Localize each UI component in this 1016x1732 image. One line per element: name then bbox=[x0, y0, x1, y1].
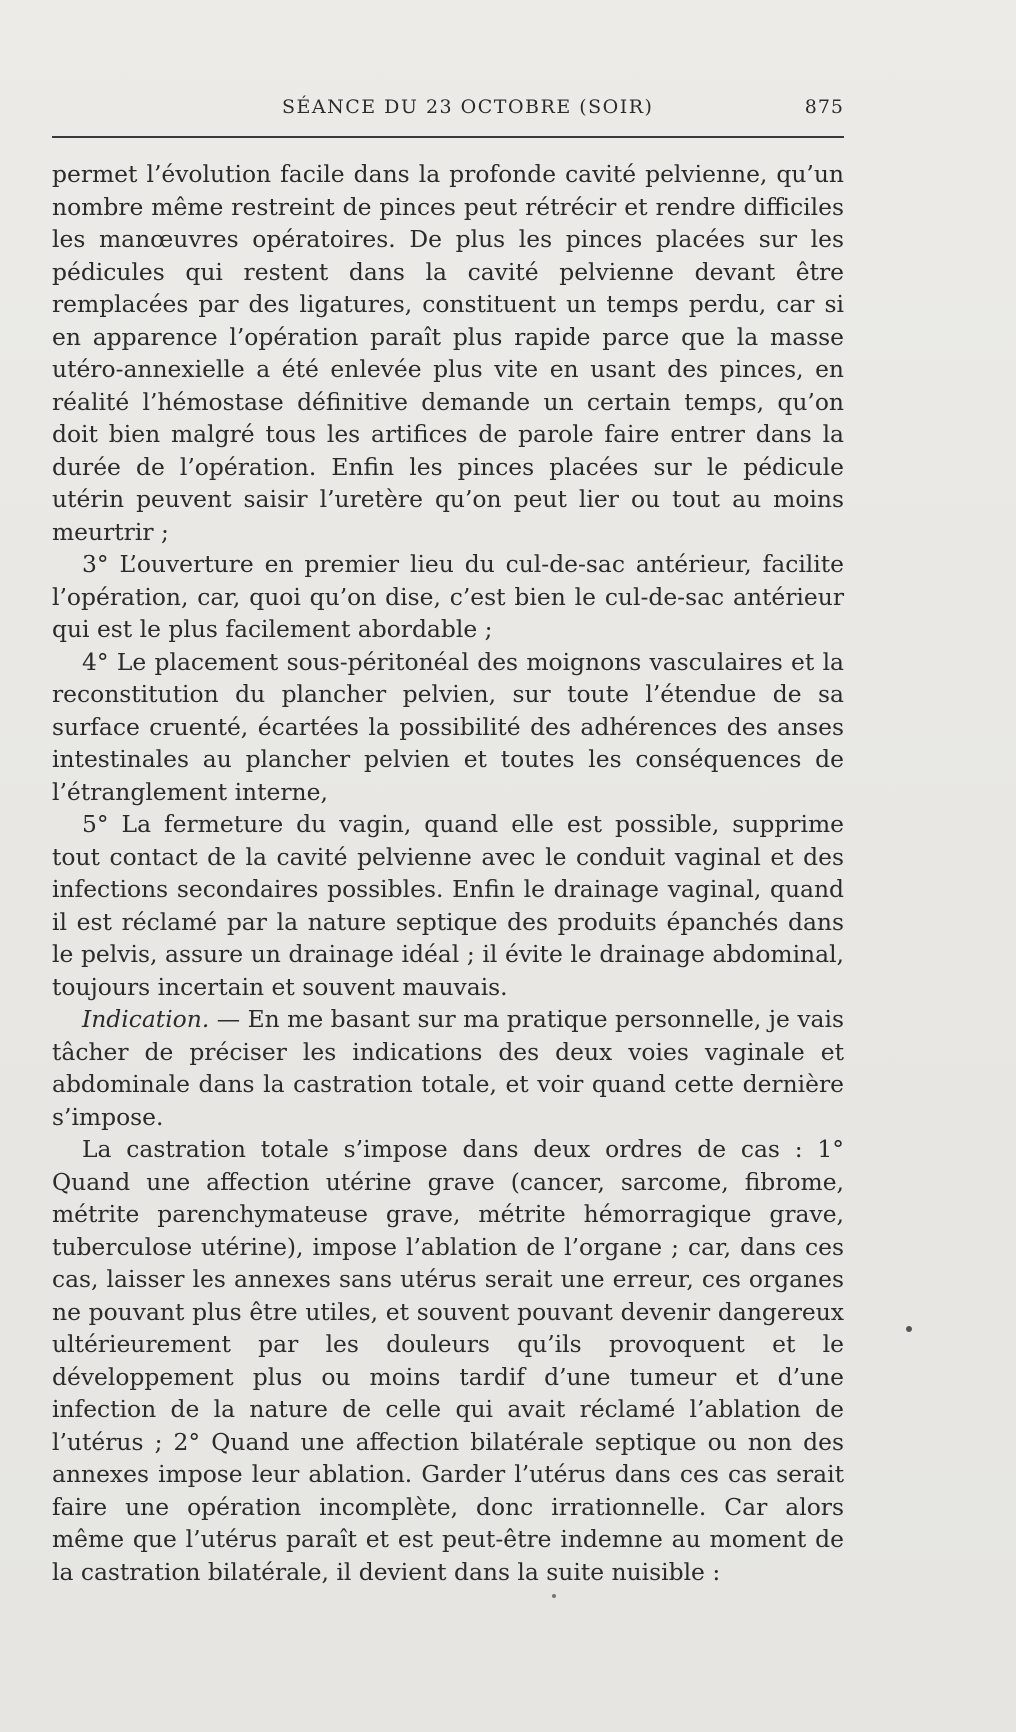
paragraph-2: 3° L’ouverture en premier lieu du cul-de-sac antérieur, facilite l’opération, car, quoi qu’on dise, c’est bien le cul-de-sac antérieur qui est le plus facilement abordable ; bbox=[52, 550, 844, 643]
paragraph-5 bbox=[52, 1003, 844, 1133]
paragraph-1: permet l’évolution facile dans la profonde cavité pelvienne, qu’un nombre même restreint de pinces peut rétrécir et rendre difficiles les manœuvres opératoires. De plus les pinces placées sur les pédicules qui restent dans la cavité pelvienne devant être remplacées par des ligatures, constituent un temps perdu, car si en apparence l’opération paraît plus rapide parce que la masse utéro-annexielle a été enlevée plus vite en usant des pinces, en réalité l’hémostase définitive demande un certain temps, qu’on doit bien malgré tous les artifices de parole faire entrer dans la durée de l’opération. Enfin les pinces placées sur le pédicule utérin peuvent saisir l’uretère qu’on peut lier ou tout au moins meurtrir ; bbox=[52, 160, 844, 546]
ink-speck bbox=[906, 1326, 912, 1332]
page-number: 875 bbox=[804, 96, 844, 118]
body-text bbox=[52, 158, 844, 1588]
page-header bbox=[52, 96, 844, 128]
paragraph-6: La castration totale s’impose dans deux ordres de cas : 1° Quand une affection utérine grave (cancer, sarcome, fibrome, métrite parenchymateuse grave, métrite hémorragique grave, tuberculose utérine), impose l’ablation de l’organe ; car, dans ces cas, laisser les annexes sans utérus serait une erreur, ces organes ne pouvant plus être utiles, et souvent pouvant devenir dangereux ultérieurement par les douleurs qu’ils provoquent et le développement plus ou moins tardif d’une tumeur et d’une infection de la nature de celle qui avait réclamé l’ablation de l’utérus ; 2° Quand une affection bilatérale septique ou non des annexes impose leur ablation. Garder l’utérus dans ces cas serait faire une opération incomplète, donc irrationnelle. Car alors même que l’utérus paraît et est peut-être indemne au moment de la castration bilatérale, il devient dans la suite nuisible : bbox=[52, 1135, 844, 1586]
paragraph-5-text: — En me basant sur ma pratique personnelle, je vais tâcher de préciser les indications des deux voies vaginale et abdominale dans la castration totale, et voir quand cette dernière s’impose. bbox=[52, 1005, 844, 1131]
paragraph-4: 5° La fermeture du vagin, quand elle est possible, supprime tout contact de la cavité pelvienne avec le conduit vaginal et des infections secondaires possibles. Enfin le drainage vaginal, quand il est réclamé par la nature septique des produits épanchés dans le pelvis, assure un drainage idéal ; il évite le drainage abdominal, toujours incertain et souvent mauvais. bbox=[52, 810, 844, 1001]
header-rule bbox=[52, 136, 844, 138]
paragraph-5-lead: Indication. bbox=[82, 1005, 210, 1033]
running-title: SÉANCE DU 23 OCTOBRE (SOIR) bbox=[282, 96, 654, 118]
ink-speck bbox=[552, 1594, 556, 1598]
paragraph-3: 4° Le placement sous-péritonéal des moignons vasculaires et la reconstitution du plancher pelvien, sur toute l’étendue de sa surface cruenté, écartées la possibilité des adhérences des anses intestinales au plancher pelvien et toutes les conséquences de l’étranglement interne, bbox=[52, 647, 844, 806]
